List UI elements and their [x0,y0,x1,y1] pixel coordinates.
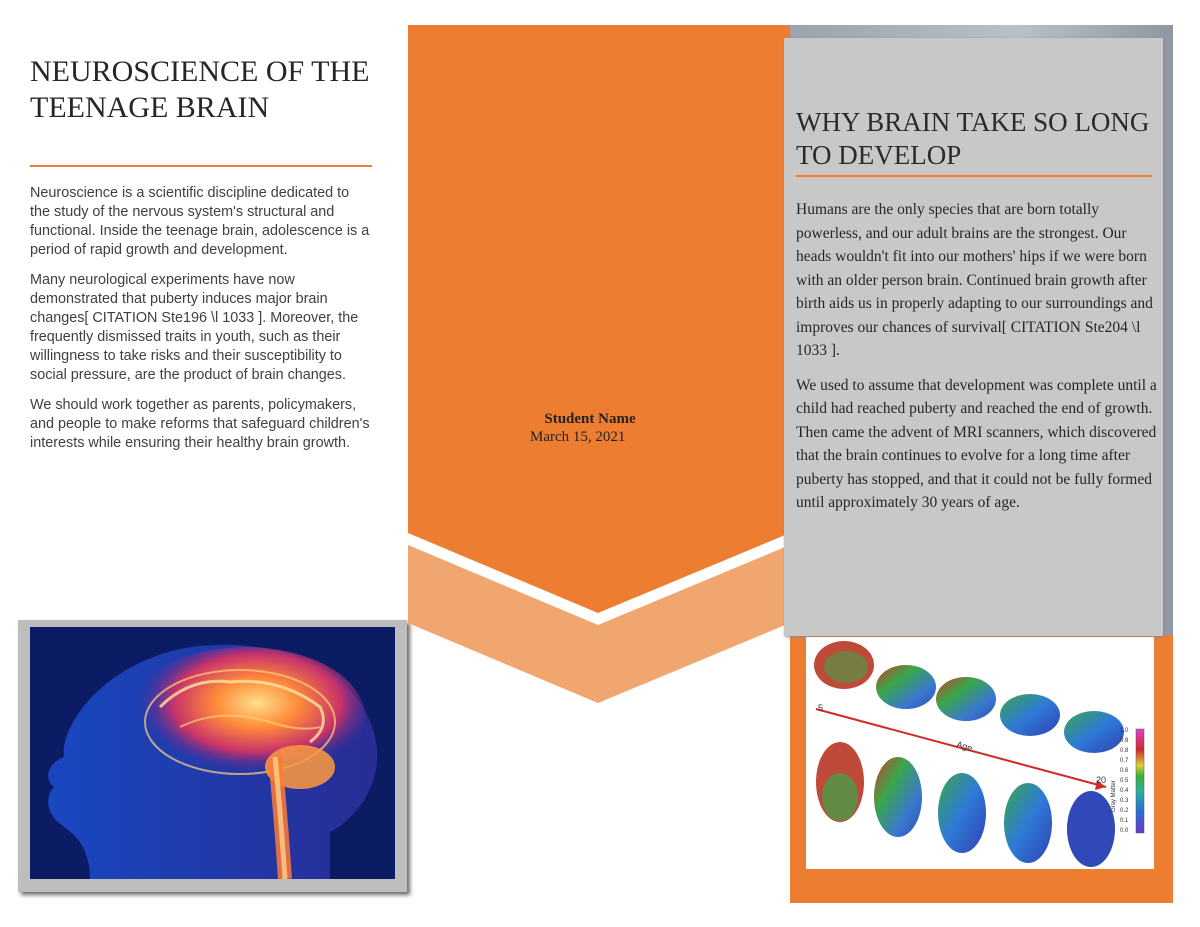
left-paragraph-2: Many neurological experiments have now demonstrated that puberty induces major brain changes[ CITATION Ste196 \l 1033 ]. Moreover, the frequently dismissed traits in youth, such as their willingness to take risks and their susceptibility to social pressure, are the product of brain changes. [30,272,359,383]
teenage-brain-illustration [30,627,395,879]
scale-tick-0-9: 0.9 [1120,738,1129,744]
left-heading-underline [30,165,372,167]
right-body-text [796,198,1158,526]
scale-tick-0-4: 0.4 [1120,788,1129,794]
submission-date: March 15, 2021 [530,429,626,445]
age-end-label: 20 [1096,775,1107,785]
scale-title: Gray Matter [1111,780,1117,812]
scale-tick-0-1: 0.1 [1120,818,1129,824]
left-heading: NEUROSCIENCE OF THE TEENAGE BRAIN [30,55,370,124]
student-name: Student Name [544,411,636,427]
scale-tick-0-7: 0.7 [1120,758,1129,764]
age-axis-label: Age [955,739,974,754]
right-paragraph-1: Humans are the only species that are born totally powerless, and our adult brains are the strongest. Our heads wouldn't fit into our mothers' hips if we were born with an older person brain. Continued brain growth after birth aids us in properly adapting to our surroundings and improves our chances of survival[ CITATION Ste204 \l 1033 ]. [796,201,1153,359]
right-heading-underline [796,175,1152,177]
scale-tick-0-8: 0.8 [1120,748,1129,754]
scale-tick-1-0: 1.0 [1120,728,1129,734]
scale-tick-0-5: 0.5 [1120,778,1129,784]
scale-tick-0-0: 0.0 [1120,828,1129,834]
left-paragraph-3: We should work together as parents, policymakers, and people to make reforms that safeguard children's interests while ensuring their healthy brain growth. [30,397,370,451]
scale-tick-0-3: 0.3 [1120,798,1129,804]
right-paragraph-2: We used to assume that development was complete until a child had reached puberty and reached the end of growth. Then came the advent of MRI scanners, which discovered that the brain continues to evolve for a long time after puberty has stopped, and that it could not be fully formed until approximately 30 years of age. [796,376,1157,511]
left-body-text [30,184,370,464]
gray-matter-development-figure [806,637,1154,869]
left-paragraph-1: Neuroscience is a scientific discipline dedicated to the study of the nervous system's structural and functional. Inside the teenage brain, adolescence is a period of rapid growth and development. [30,185,370,258]
chevron-banner-graphic [408,25,790,705]
title-page-info [520,410,660,446]
scale-tick-0-2: 0.2 [1120,808,1129,814]
right-heading: WHY BRAIN TAKE SO LONG TO DEVELOP [796,107,1150,170]
scale-tick-0-6: 0.6 [1120,768,1129,774]
age-start-label: 5 [818,703,824,713]
